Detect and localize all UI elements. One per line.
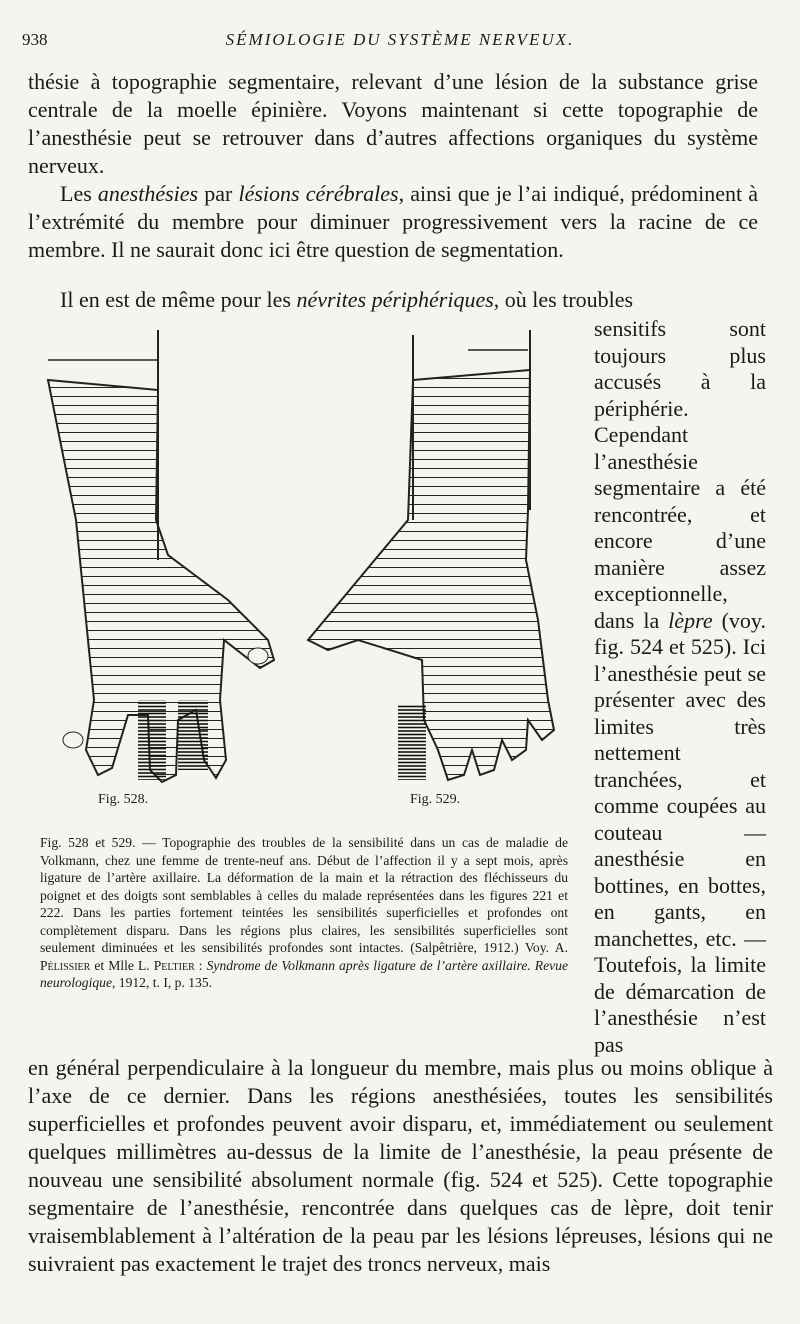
paragraph-bottom: en général perpendiculaire à la longueur du membre, mais plus ou moins oblique à l’axe de ce dernier. Dans les régions anesthésiées, toutes les sensibilités superficielles et profondes peuvent avoir disparu, et, immédiatement ou seulement quelques millimètres au-dessus de la limite de l’anesthésie, la peau présente de nouveau une sensibilité absolument normale (fig. 524 et 525). Cette topographie segmentaire de l’anesthésie, rencontrée dans quelques cas de lèpre, doit tenir vraisemblablement à l’altération de la peau par les lésions lépreuses, lésions qui ne suivraient pas exactement le trajet des troncs nerveux, mais <box>28 1055 773 1276</box>
figure-hands <box>28 320 578 810</box>
side-text: sensitifs sont toujours plus accusés à la périphérie. Cependant l’anesthésie segmentaire a été rencontrée, et encore d’une manière assez exceptionnelle, dans la <box>594 316 766 633</box>
fig528-hand <box>48 330 274 782</box>
caption-colon: : <box>194 957 207 973</box>
p2-text-end: , ainsi que je l’ai indiqué, prédominent à l’extrémité du membre pour diminuer progressivement vers la racine de ce membre. Il ne saurait donc ici être question de segmentation. <box>28 181 759 262</box>
p2-text-mid: par <box>198 181 239 206</box>
fig528-thumb-nail <box>248 648 268 664</box>
caption-reference: , 1912, t. I, p. 135. <box>111 975 213 990</box>
fig528-nail <box>63 732 83 748</box>
running-title: SÉMIOLOGIE DU SYSTÈME NERVEUX. <box>225 30 575 49</box>
caption-conjunction: et Mlle L. <box>90 957 154 973</box>
caption-text: Fig. 528 et 529. — Topographie des troubles de la sensibilité dans un cas de maladie de Volkmann, chez une femme de trente-neuf ans. Début de l’affection il y a sept mois, après ligature de l’artère axillaire. La déformation de la main et la rétraction des fléchisseurs du poignet et des doigts sont semblables à celles du malade représentées dans les figures 221 et 222. Dans les parties fortement teintées les sensibilités superficielles et profondes ont complètement disparu. Dans les régions plus claires, les sensibilités superficielles sont seulement diminuées et les sensibilités profondes sont intactes. (Salpêtrière, 1912.) Voy. A. <box>40 835 568 955</box>
side-text-end: (voy. fig. 524 et 525). Ici l’anesthésie peut se présenter avec des limites très nettement tranchées, et comme coupées au couteau — anesthésie en bottines, en bottes, en gants, en manchettes, etc. — Toutefois, la limite de démarcation de l’anesthésie n’est pas <box>594 607 766 1057</box>
paragraph-2 <box>28 180 758 264</box>
fig529-outline <box>308 370 554 780</box>
fig528-label: Fig. 528. <box>98 792 149 807</box>
fig529-dark-finger <box>398 705 426 780</box>
caption-title: Syndrome de Volkmann après ligature de l’artère axillaire. Revue neurologique <box>40 957 568 990</box>
p3-emphasis: névrites périphériques <box>296 287 494 312</box>
page-header <box>22 30 778 56</box>
side-column-text <box>594 316 766 1058</box>
p2-emphasis-2: lésions cérébrales <box>238 181 399 206</box>
fig529-hand <box>308 330 554 780</box>
page-number: 938 <box>22 30 48 49</box>
figure-caption <box>40 834 568 992</box>
fig529-label: Fig. 529. <box>410 792 461 807</box>
paragraph-1: thésie à topographie segmentaire, relevant d’une lésion de la substance grise centrale de la moelle épinière. Voyons maintenant si cette topographie de l’anesthésie peut se retrouver dans d’autres affections organiques du système nerveux. <box>28 69 758 178</box>
paragraph-3-start <box>28 286 758 314</box>
fig528-dark-finger-1 <box>138 700 166 780</box>
p3-text: Il en est de même pour les <box>60 287 297 312</box>
side-emphasis: lèpre <box>668 607 713 633</box>
caption-author-1: Pélissier <box>40 957 91 973</box>
p2-emphasis-1: anesthésies <box>97 181 199 206</box>
hands-illustration <box>28 320 578 790</box>
fig528-dark-finger-2 <box>178 700 208 770</box>
p3-text-end: , où les troubles <box>493 287 634 312</box>
caption-author-2: Peltier <box>153 957 195 973</box>
p2-text: Les <box>60 181 98 206</box>
